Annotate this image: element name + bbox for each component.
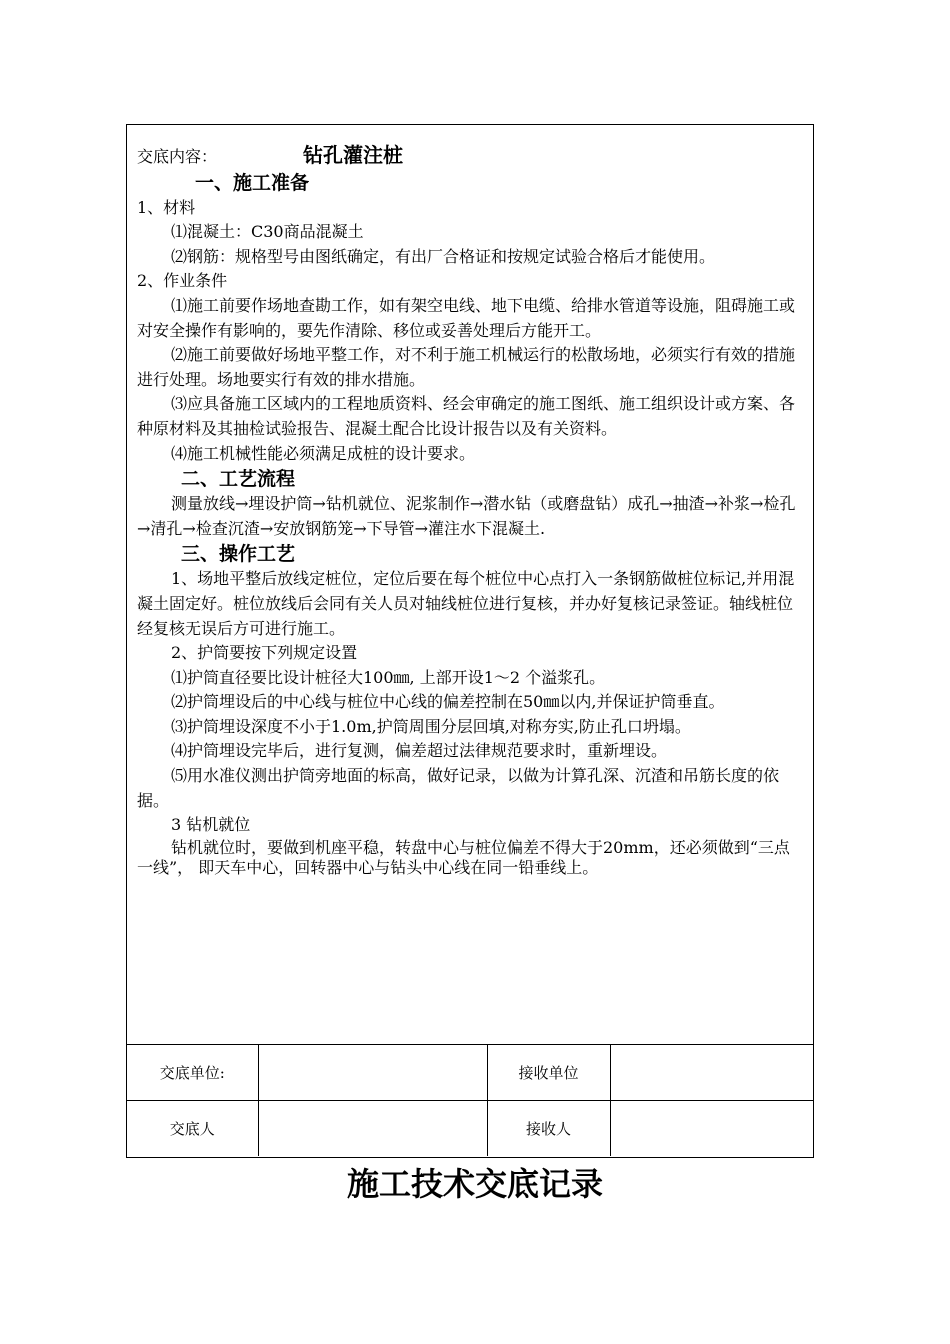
- document-title: 施工技术交底记录: [346, 1165, 603, 1203]
- paragraph: 3 钻机就位: [171, 815, 251, 835]
- receiver-label: 接收人: [487, 1101, 610, 1157]
- paragraph: 2、作业条件: [137, 271, 228, 291]
- paragraph: ⑴护筒直径要比设计桩径大100㎜, 上部开设1～2 个溢浆孔。: [171, 667, 606, 687]
- receiver-value-cell[interactable]: [610, 1101, 813, 1157]
- paragraph: ⑷施工机械性能必须满足成桩的设计要求。: [171, 443, 476, 463]
- paragraph: ⑴施工前要作场地查勘工作，如有架空电线、地下电缆、给排水管道等设施，阻碍施工或对安全操作有影响的，要先作清除、移位或妥善处理后方能开工。: [137, 295, 796, 340]
- content-label: 交底内容：: [137, 147, 218, 166]
- paragraph: 1、场地平整后放线定桩位，定位后要在每个桩位中心点打入一条钢筋做桩位标记,并用混凝土固定好。桩位放线后会同有关人员对轴线桩位进行复核，并办好复核记录签证。轴线桩位经复核无误后方可进行施工。: [137, 569, 795, 638]
- paragraph: ⑸用水准仪测出护筒旁地面的标高，做好记录，以做为计算孔深、沉渣和吊筋长度的依据。: [137, 766, 780, 810]
- section-heading: 三、操作工艺: [181, 543, 296, 566]
- paragraph: ⑵钢筋：规格型号由图纸确定，有出厂合格证和按规定试验合格后才能使用。: [171, 246, 716, 266]
- sign-row-person: [127, 1101, 813, 1157]
- person-label: 交底人: [127, 1101, 258, 1157]
- section-heading: 二、工艺流程: [181, 468, 296, 491]
- paragraph: ⑵施工前要做好场地平整工作，对不利于施工机械运行的松散场地，必须实行有效的措施进行处理。场地要实行有效的排水措施。: [137, 345, 796, 389]
- paragraph: 2、护筒要按下列规定设置: [171, 643, 358, 663]
- record-frame: [126, 124, 814, 1158]
- content-title: 钻孔灌注桩: [303, 143, 403, 167]
- paragraph: 1、材料: [137, 197, 196, 217]
- paragraph: ⑷护筒埋设完毕后，进行复测，偏差超过法律规范要求时，重新埋设。: [171, 741, 668, 761]
- paragraph: 钻机就位时，要做到机座平稳，转盘中心与桩位偏差不得大于20mm，还必须做到“三点一线”， 即天车中心，回转器中心与钻头中心线在同一铅垂线上。: [137, 837, 790, 877]
- receive-unit-label: 接收单位: [487, 1045, 610, 1101]
- paragraph: 测量放线→埋设护筒→钻机就位、泥浆制作→潜水钻（或磨盘钻）成孔→抽渣→补浆→检孔→清孔→检查沉渣→安放钢筋笼→下导管→灌注水下混凝土.: [137, 494, 796, 538]
- section-heading: 一、施工准备: [195, 171, 310, 194]
- paragraph: ⑶护筒埋设深度不小于1.0m,护筒周围分层回填,对称夯实,防止孔口坍塌。: [171, 716, 691, 736]
- sign-row-unit: [127, 1045, 813, 1101]
- paragraph: ⑵护筒埋设后的中心线与桩位中心线的偏差控制在50㎜以内,并保证护筒垂直。: [171, 692, 725, 712]
- content-header: [137, 143, 805, 170]
- unit-value-cell[interactable]: [258, 1045, 487, 1101]
- paragraph: ⑴混凝土：C30商品混凝土: [171, 222, 364, 242]
- unit-label: 交底单位:: [127, 1045, 258, 1101]
- person-value-cell[interactable]: [258, 1101, 487, 1157]
- sign-table: [127, 1044, 813, 1156]
- record-content: [137, 143, 805, 878]
- receive-unit-value-cell[interactable]: [610, 1045, 813, 1101]
- paragraph: ⑶应具备施工区域内的工程地质资料、经会审确定的施工图纸、施工组织设计或方案、各种原材料及其抽检试验报告、混凝土配合比设计报告以及有关资料。: [137, 394, 796, 438]
